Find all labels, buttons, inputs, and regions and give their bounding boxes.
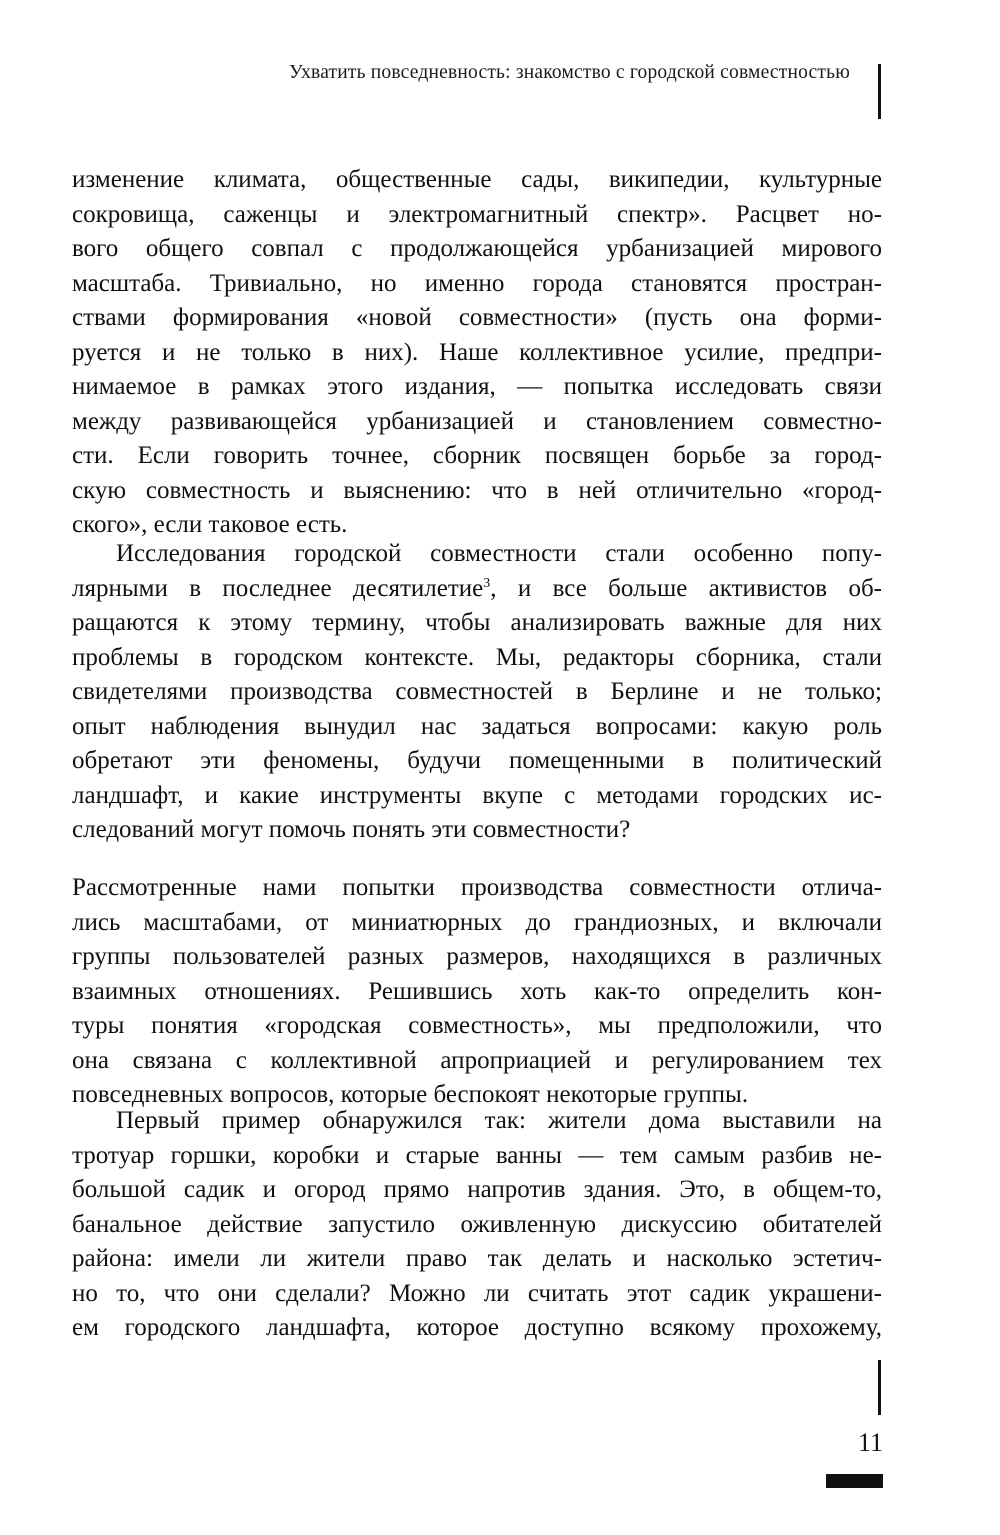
text-line: ского», если таковое есть. <box>72 511 348 538</box>
text-line: но то, что они сделали? Можно ли считать этот садик украшени- <box>72 1279 882 1307</box>
text-line: проблемы в городском контексте. Мы, редакторы сборника, стали <box>72 643 882 671</box>
text-line: вого общего совпал с продолжающейся урбанизацией мирового <box>72 235 882 262</box>
text-line: большой садик и огород прямо напротив здания. Это, в общем-то, <box>72 1176 882 1203</box>
text-line: банальное действие запустило оживленную дискуссию обитателей <box>72 1210 882 1238</box>
text-line: скую совместность и выяснению: что в ней отличительно «город- <box>72 476 882 504</box>
text-fragment: , и все больше активистов об- <box>490 574 882 602</box>
text-line: масштаба. Тривиально, но именно города становятся простран- <box>72 269 882 297</box>
paragraph <box>72 871 882 1113</box>
text-line: изменение климата, общественные сады, википедии, культурные <box>72 166 882 193</box>
paragraph-continuation <box>72 163 882 543</box>
text-line: группы пользователей разных размеров, находящихся в различных <box>72 943 882 970</box>
top-vertical-rule <box>878 64 881 119</box>
page-number: 11 <box>857 1428 883 1457</box>
text-line: туры понятия «городская совместность», мы предположили, что <box>72 1012 882 1039</box>
text-line: Исследования городской совместности стали особенно попу- <box>116 540 882 567</box>
text-line: руется и не только в них). Наше коллективное усилие, предпри- <box>72 338 882 366</box>
text-line: Рассмотренные нами попытки производства совместности отлича- <box>72 874 882 901</box>
text-line: повседневных вопросов, которые беспокоят некоторые группы. <box>72 1081 749 1108</box>
text-line: тротуар горшки, коробки и старые ванны — тем самым разбив не- <box>72 1141 882 1169</box>
running-head: Ухватить повседневность: знакомство с городской совместностью <box>289 62 850 83</box>
text-line: между развивающейся урбанизацией и становлением совместно- <box>72 407 882 435</box>
text-line: она связана с коллективной апроприацией и регулированием тех <box>72 1046 882 1074</box>
text-line: следований могут помочь понять эти совместности? <box>72 816 631 843</box>
text-line: сти. Если говорить точнее, сборник посвящен борьбе за город- <box>72 442 882 469</box>
text-line: ландшафт, и какие инструменты вкупе с методами городских ис- <box>72 781 882 809</box>
paragraph <box>72 537 882 848</box>
text-line: ем городского ландшафта, которое доступно всякому прохожему, <box>72 1314 882 1341</box>
paragraph <box>72 1104 882 1346</box>
footnote-ref[interactable]: 3 <box>483 575 491 591</box>
text-line <box>72 572 882 607</box>
text-line: опыт наблюдения вынудил нас задаться вопросами: какую роль <box>72 712 882 740</box>
text-fragment: лярными в последнее десятилетие <box>72 574 484 602</box>
bottom-vertical-rule <box>878 1360 881 1415</box>
text-line: свидетелями производства совместностей в Берлине и не только; <box>72 678 882 705</box>
text-line: ращаются к этому термину, чтобы анализировать важные для них <box>72 609 882 636</box>
text-line: обретают эти феномены, будучи помещенными в политический <box>72 747 882 774</box>
text-line: района: имели ли жители право так делать и насколько эстетич- <box>72 1245 882 1272</box>
text-line: взаимных отношениях. Решившись хоть как-то определить кон- <box>72 977 882 1005</box>
text-line: Первый пример обнаружился так: жители дома выставили на <box>116 1107 882 1134</box>
text-line: ствами формирования «новой совместности» (пусть она форми- <box>72 304 882 331</box>
text-line: лись масштабами, от миниатюрных до грандиозных, и включали <box>72 908 882 936</box>
text-line: нимаемое в рамках этого издания, — попытка исследовать связи <box>72 373 882 400</box>
page-marker-bar <box>826 1474 883 1488</box>
text-line: сокровища, саженцы и электромагнитный спектр». Расцвет но- <box>72 200 882 228</box>
